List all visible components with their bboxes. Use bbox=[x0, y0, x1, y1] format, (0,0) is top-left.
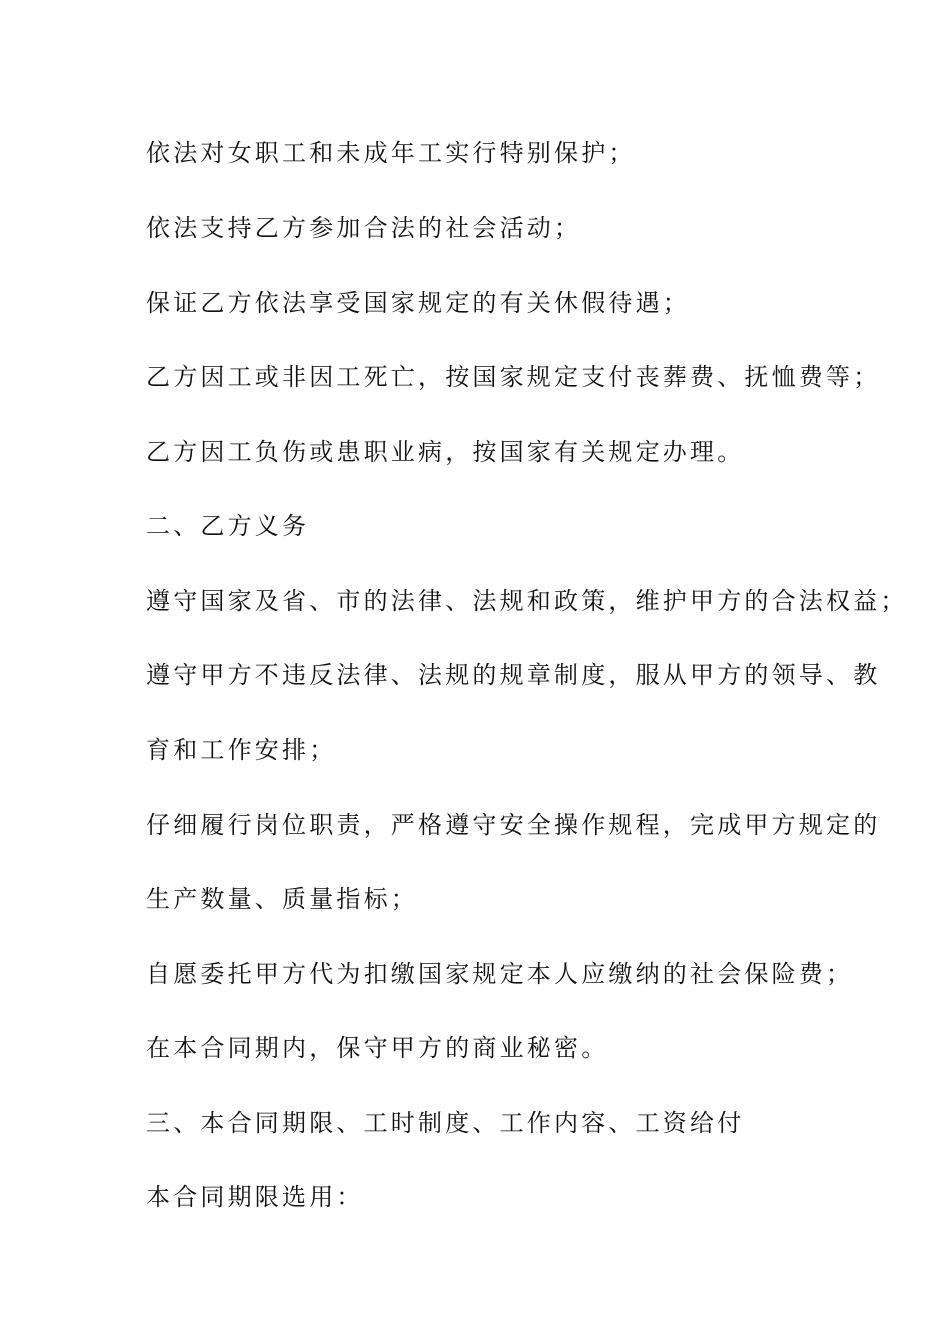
paragraph-line: 本合同期限选用： bbox=[146, 1183, 364, 1211]
paragraph-line: 遵守国家及省、市的法律、法规和政策，维护甲方的合法权益； bbox=[146, 587, 908, 615]
paragraph-line: 仔细履行岗位职责，严格遵守安全操作规程，完成甲方规定的 bbox=[146, 811, 881, 839]
paragraph-line: 在本合同期内，保守甲方的商业秘密。 bbox=[146, 1034, 609, 1062]
section-heading: 二、乙方义务 bbox=[146, 512, 310, 540]
paragraph-line: 自愿委托甲方代为扣缴国家规定本人应缴纳的社会保险费； bbox=[146, 960, 854, 988]
paragraph-line: 育和工作安排； bbox=[146, 736, 337, 764]
paragraph-line: 生产数量、质量指标； bbox=[146, 885, 418, 913]
paragraph-line: 保证乙方依法享受国家规定的有关休假待遇； bbox=[146, 289, 690, 317]
paragraph-line: 依法对女职工和未成年工实行特别保护； bbox=[146, 139, 636, 167]
paragraph-line: 依法支持乙方参加合法的社会活动； bbox=[146, 214, 582, 242]
paragraph-line: 乙方因工或非因工死亡，按国家规定支付丧葬费、抚恤费等； bbox=[146, 363, 881, 391]
paragraph-line: 遵守甲方不违反法律、法规的规章制度，服从甲方的领导、教 bbox=[146, 661, 881, 689]
section-heading: 三、本合同期限、工时制度、工作内容、工资给付 bbox=[146, 1109, 745, 1137]
paragraph-line: 乙方因工负伤或患职业病，按国家有关规定办理。 bbox=[146, 438, 745, 466]
